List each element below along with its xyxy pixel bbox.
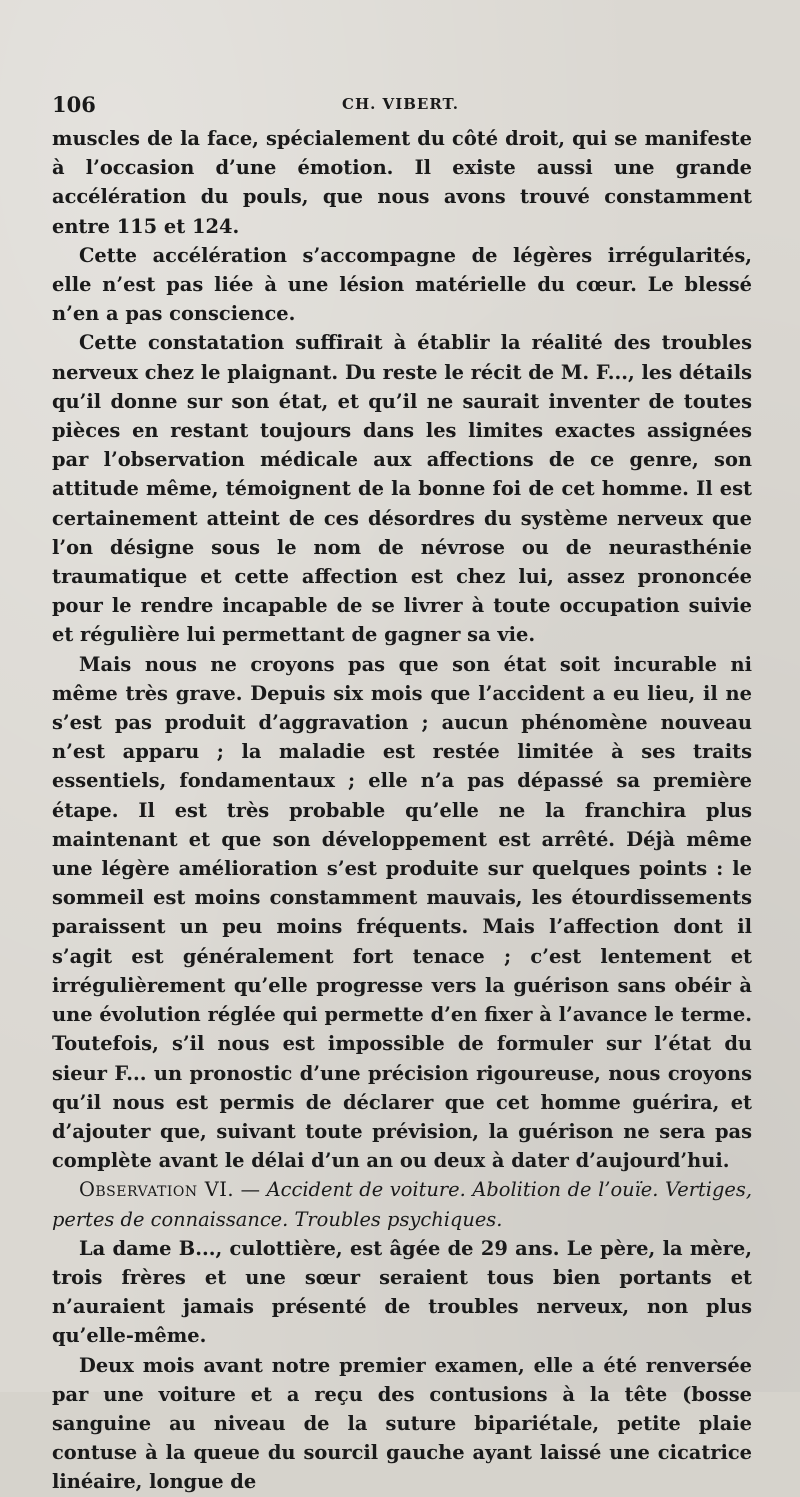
paragraph: Cette constatation suffirait à établir la réalité des troubles nerveux chez le plaignant. Du reste le récit de M. F..., les détails qu’il donne sur son état, et qu’il ne saurait inventer de toutes pièces en restant toujours dans les limites exactes assignées par l’observation médicale aux affections de ce genre, son attitude même, témoignent de la bonne foi de cet homme. Il est certainement atteint de ces désordres du système nerveux que l’on désigne sous le nom de névrose ou de neurasthénie traumatique et cette affection est chez lui, assez prononcée pour le rendre incapable de se livrer à toute occupation suivie et régulière lui permettant de gagner sa vie. — [52, 331, 752, 647]
running-head: CH. VIBERT. — [342, 95, 459, 113]
paragraph: La dame B..., culottière, est âgée de 29 ans. Le père, la mère, trois frères et une sœur seraient tous bien portants et n’auraient jamais présenté de troubles nerveux, non plus qu’elle-même. — [52, 1236, 752, 1348]
paragraph: Deux mois avant notre premier examen, elle a été renversée par une voiture et a reçu des contusions à la tête (bosse sanguine au niveau de la suture bipariétale, petite plaie contuse à la queue du sourcil gauche ayant laissé une cicatrice linéaire, longue de — [52, 1353, 752, 1494]
observation-label: Observation VI. — [79, 1178, 235, 1202]
paragraph: Mais nous ne croyons pas que son état soit incurable ni même très grave. Depuis six mois que l’accident a eu lieu, il ne s’est pas produit d’aggravation ; aucun phénomène nouveau n’est apparu ; la maladie est restée limitée à ses traits essentiels, fondamentaux ; elle n’a pas dépassé sa première étape. Il est très probable qu’elle ne la franchira plus maintenant et que son développement est arrêté. Déjà même une légère amélioration s’est produite sur quelques points : le sommeil est moins constamment mauvais, les étourdissements paraissent un peu moins fréquents. Mais l’affection dont il s’agit est généralement fort tenace ; c’est lentement et irrégulièrement qu’elle progresse vers la guérison sans obéir à une évolution réglée qui permette d’en fixer à l’avance le terme. Toutefois, s’il nous est impossible de formuler sur l’état du sieur F... un pronostic d’une précision rigoureuse, nous croyons qu’il nous est permis de déclarer que cet homme guérira, et d’ajouter que, suivant toute prévision, la guérison ne sera pas complète avant le délai d’un an ou deux à dater d’aujourd’hui. — [52, 652, 752, 1173]
body-text — [52, 124, 752, 1497]
paragraph: muscles de la face, spécialement du côté droit, qui se manifeste à l’occasion d’une émotion. Il existe aussi une grande accélération du pouls, que nous avons trouvé constamment entre 115 et 124. — [52, 127, 752, 238]
page-number: 106 — [52, 92, 96, 117]
observation-dash: — — [234, 1178, 267, 1202]
observation-heading — [52, 1175, 752, 1233]
observation-title: Accident de voiture. Abolition de l’ouïe. Vertiges, pertes de connaissance. Troubles psychiques. — [52, 1178, 752, 1231]
paragraph: Cette accélération s’accompagne de légères irrégularités, elle n’est pas liée à une lésion matérielle du cœur. Le blessé n’en a pas conscience. — [52, 243, 752, 326]
page-header — [52, 92, 752, 122]
